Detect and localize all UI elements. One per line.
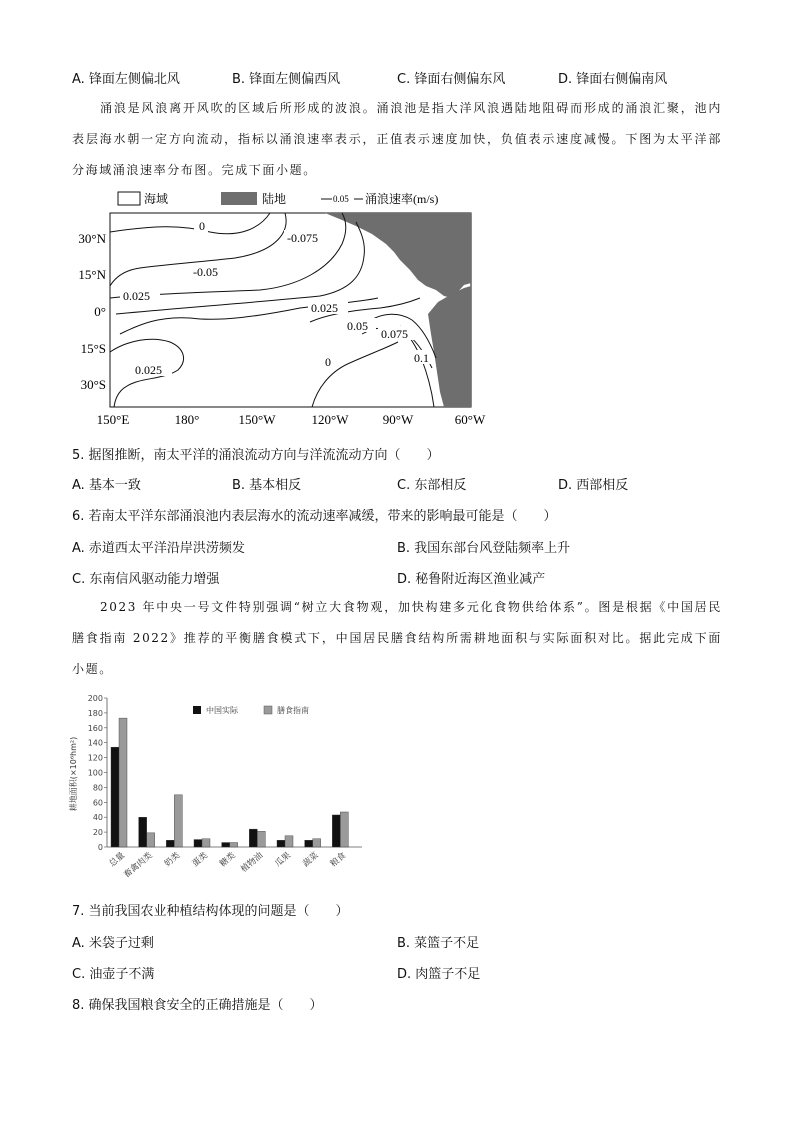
y-tick-label: 40 <box>92 813 103 823</box>
caribbean-island <box>420 259 444 265</box>
q5-option-c: C. 东部相反 <box>397 478 467 493</box>
x-category-label: 畜禽肉类 <box>122 850 155 881</box>
q4-option-b: B. 锋面左侧偏西风 <box>232 72 341 87</box>
q5-option-b: B. 基本相反 <box>232 478 302 493</box>
lat-label: 0° <box>94 304 106 319</box>
bar-guide <box>174 795 182 847</box>
q7-option-a: A. 米袋子过剩 <box>72 936 154 951</box>
legend-sea-label: 海域 <box>144 192 169 206</box>
x-category-label: 总量 <box>107 850 127 870</box>
bar-actual <box>332 815 340 847</box>
lon-label: 120°W <box>311 412 349 427</box>
bar-actual <box>222 843 230 847</box>
bar-guide <box>147 833 155 847</box>
q6-option-b: B. 我国东部台风登陆频率上升 <box>397 541 571 556</box>
bar-actual <box>249 829 257 847</box>
q7-stem: 7. 当前我国农业种植结构体现的问题是（ ） <box>72 904 349 919</box>
bar-actual <box>111 747 119 847</box>
x-category-label: 瓜果 <box>273 850 293 870</box>
q7-option-b: B. 菜篮子不足 <box>397 936 480 951</box>
chart-ylabel: 耕地面积(×10⁶hm²) <box>69 736 78 812</box>
q4-option-c: C. 锋面右侧偏东风 <box>397 72 506 87</box>
q6-stem: 6. 若南太平洋东部涌浪池内表层海水的流动速率减缓，带来的影响最可能是（ ） <box>72 509 557 524</box>
y-tick-label: 180 <box>87 708 103 718</box>
legend-land-label: 陆地 <box>262 192 287 206</box>
contour-label: 0.05 <box>347 319 368 333</box>
bar-guide <box>340 812 348 847</box>
x-category-label: 粮食 <box>328 850 349 870</box>
y-tick-label: 160 <box>87 723 103 733</box>
contour-label: 0.025 <box>135 363 162 377</box>
lon-label: 150°E <box>96 412 130 427</box>
bar-actual <box>305 840 313 847</box>
legend-actual-swatch <box>193 706 201 714</box>
q5-stem: 5. 据图推断，南太平洋的涌浪流动方向与洋流流动方向（ ） <box>72 448 440 463</box>
q6-option-d: D. 秘鲁附近海区渔业减产 <box>397 572 546 587</box>
legend-actual-label: 中国实际 <box>206 706 238 715</box>
legend-guide-swatch <box>264 706 272 714</box>
contour-label: 0.025 <box>311 301 338 315</box>
caribbean-island <box>442 265 458 271</box>
bar-guide <box>202 839 210 847</box>
q5-option-a: A. 基本一致 <box>72 478 141 493</box>
x-category-label: 糖类 <box>218 850 238 870</box>
y-tick-label: 0 <box>97 843 103 852</box>
q4-option-d: D. 锋面右侧偏南风 <box>558 72 668 87</box>
x-category-label: 蔬菜 <box>301 850 321 870</box>
bar-guide <box>313 839 321 847</box>
bar-actual <box>194 840 202 847</box>
q8-stem: 8. 确保我国粮食安全的正确措施是（ ） <box>72 998 323 1013</box>
legend-land-swatch <box>221 192 257 205</box>
q6-option-a: A. 赤道西太平洋沿岸洪涝频发 <box>72 541 245 556</box>
contour-label: 0.1 <box>414 351 429 365</box>
legend-line-value: 0.05 <box>333 194 349 204</box>
q6-option-c: C. 东南信风驱动能力增强 <box>72 572 220 587</box>
contour-label: 0 <box>199 219 205 233</box>
swell-speed-map <box>60 186 500 431</box>
contour-label: -0.05 <box>193 265 218 279</box>
q7-option-c: C. 油壶子不满 <box>72 967 155 982</box>
bar-actual <box>166 840 174 847</box>
bar-guide <box>285 836 293 847</box>
x-category-label: 植物油 <box>239 850 266 875</box>
lat-label: 30°N <box>78 231 106 246</box>
q4-option-a: A. 锋面左侧偏北风 <box>72 72 180 87</box>
contour-label: 0.075 <box>381 327 408 341</box>
contour-label: 0.025 <box>123 289 150 303</box>
x-category-label: 蛋类 <box>190 850 210 870</box>
lon-label: 60°W <box>454 412 486 427</box>
q7-option-d: D. 肉篮子不足 <box>397 967 481 982</box>
contour-label: -0.075 <box>287 231 318 245</box>
bar-guide <box>119 718 127 847</box>
lon-label: 150°W <box>238 412 276 427</box>
y-tick-label: 120 <box>87 753 103 763</box>
legend-guide-label: 膳食指南 <box>277 706 309 715</box>
bar-actual <box>277 840 285 847</box>
lon-label: 90°W <box>382 412 414 427</box>
farmland-bar-chart <box>66 690 366 890</box>
lat-label: 30°S <box>80 377 106 392</box>
lon-label: 180° <box>174 412 200 427</box>
legend-sea-swatch <box>118 192 140 205</box>
lat-label: 15°S <box>80 341 106 356</box>
food-intro-paragraph: 2023 年中央一号文件特别强调“树立大食物观，加快构建多元化食物供给体系”。图是根据《中国居民膳食指南 2022》推荐的平衡膳食模式下，中国居民膳食结构所需耕地面积与实际面积对比。据此完成下面小题。 <box>72 600 722 676</box>
bar-guide <box>230 843 238 847</box>
swell-intro-paragraph: 涌浪是风浪离开风吹的区域后所形成的波浪。涌浪池是指大洋风浪遇陆地阻碍而形成的涌浪汇聚，池内表层海水朝一定方向流动，指标以涌浪速率表示，正值表示速度加快，负值表示速度减慢。下图为太平洋部分海域涌浪速率分布图。完成下面小题。 <box>72 101 722 177</box>
y-tick-label: 140 <box>87 738 103 748</box>
legend-line-label: 涌浪速率(m/s) <box>365 192 439 206</box>
y-tick-label: 100 <box>87 768 103 778</box>
y-tick-label: 60 <box>92 798 103 808</box>
bar-guide <box>257 831 265 847</box>
y-tick-label: 200 <box>87 694 103 703</box>
bar-actual <box>139 817 147 847</box>
q5-option-d: D. 西部相反 <box>558 478 629 493</box>
y-tick-label: 80 <box>92 783 103 793</box>
x-category-label: 奶类 <box>162 850 183 870</box>
y-tick-label: 20 <box>92 828 103 838</box>
contour-label: 0 <box>325 355 331 369</box>
lat-label: 15°N <box>78 267 106 282</box>
